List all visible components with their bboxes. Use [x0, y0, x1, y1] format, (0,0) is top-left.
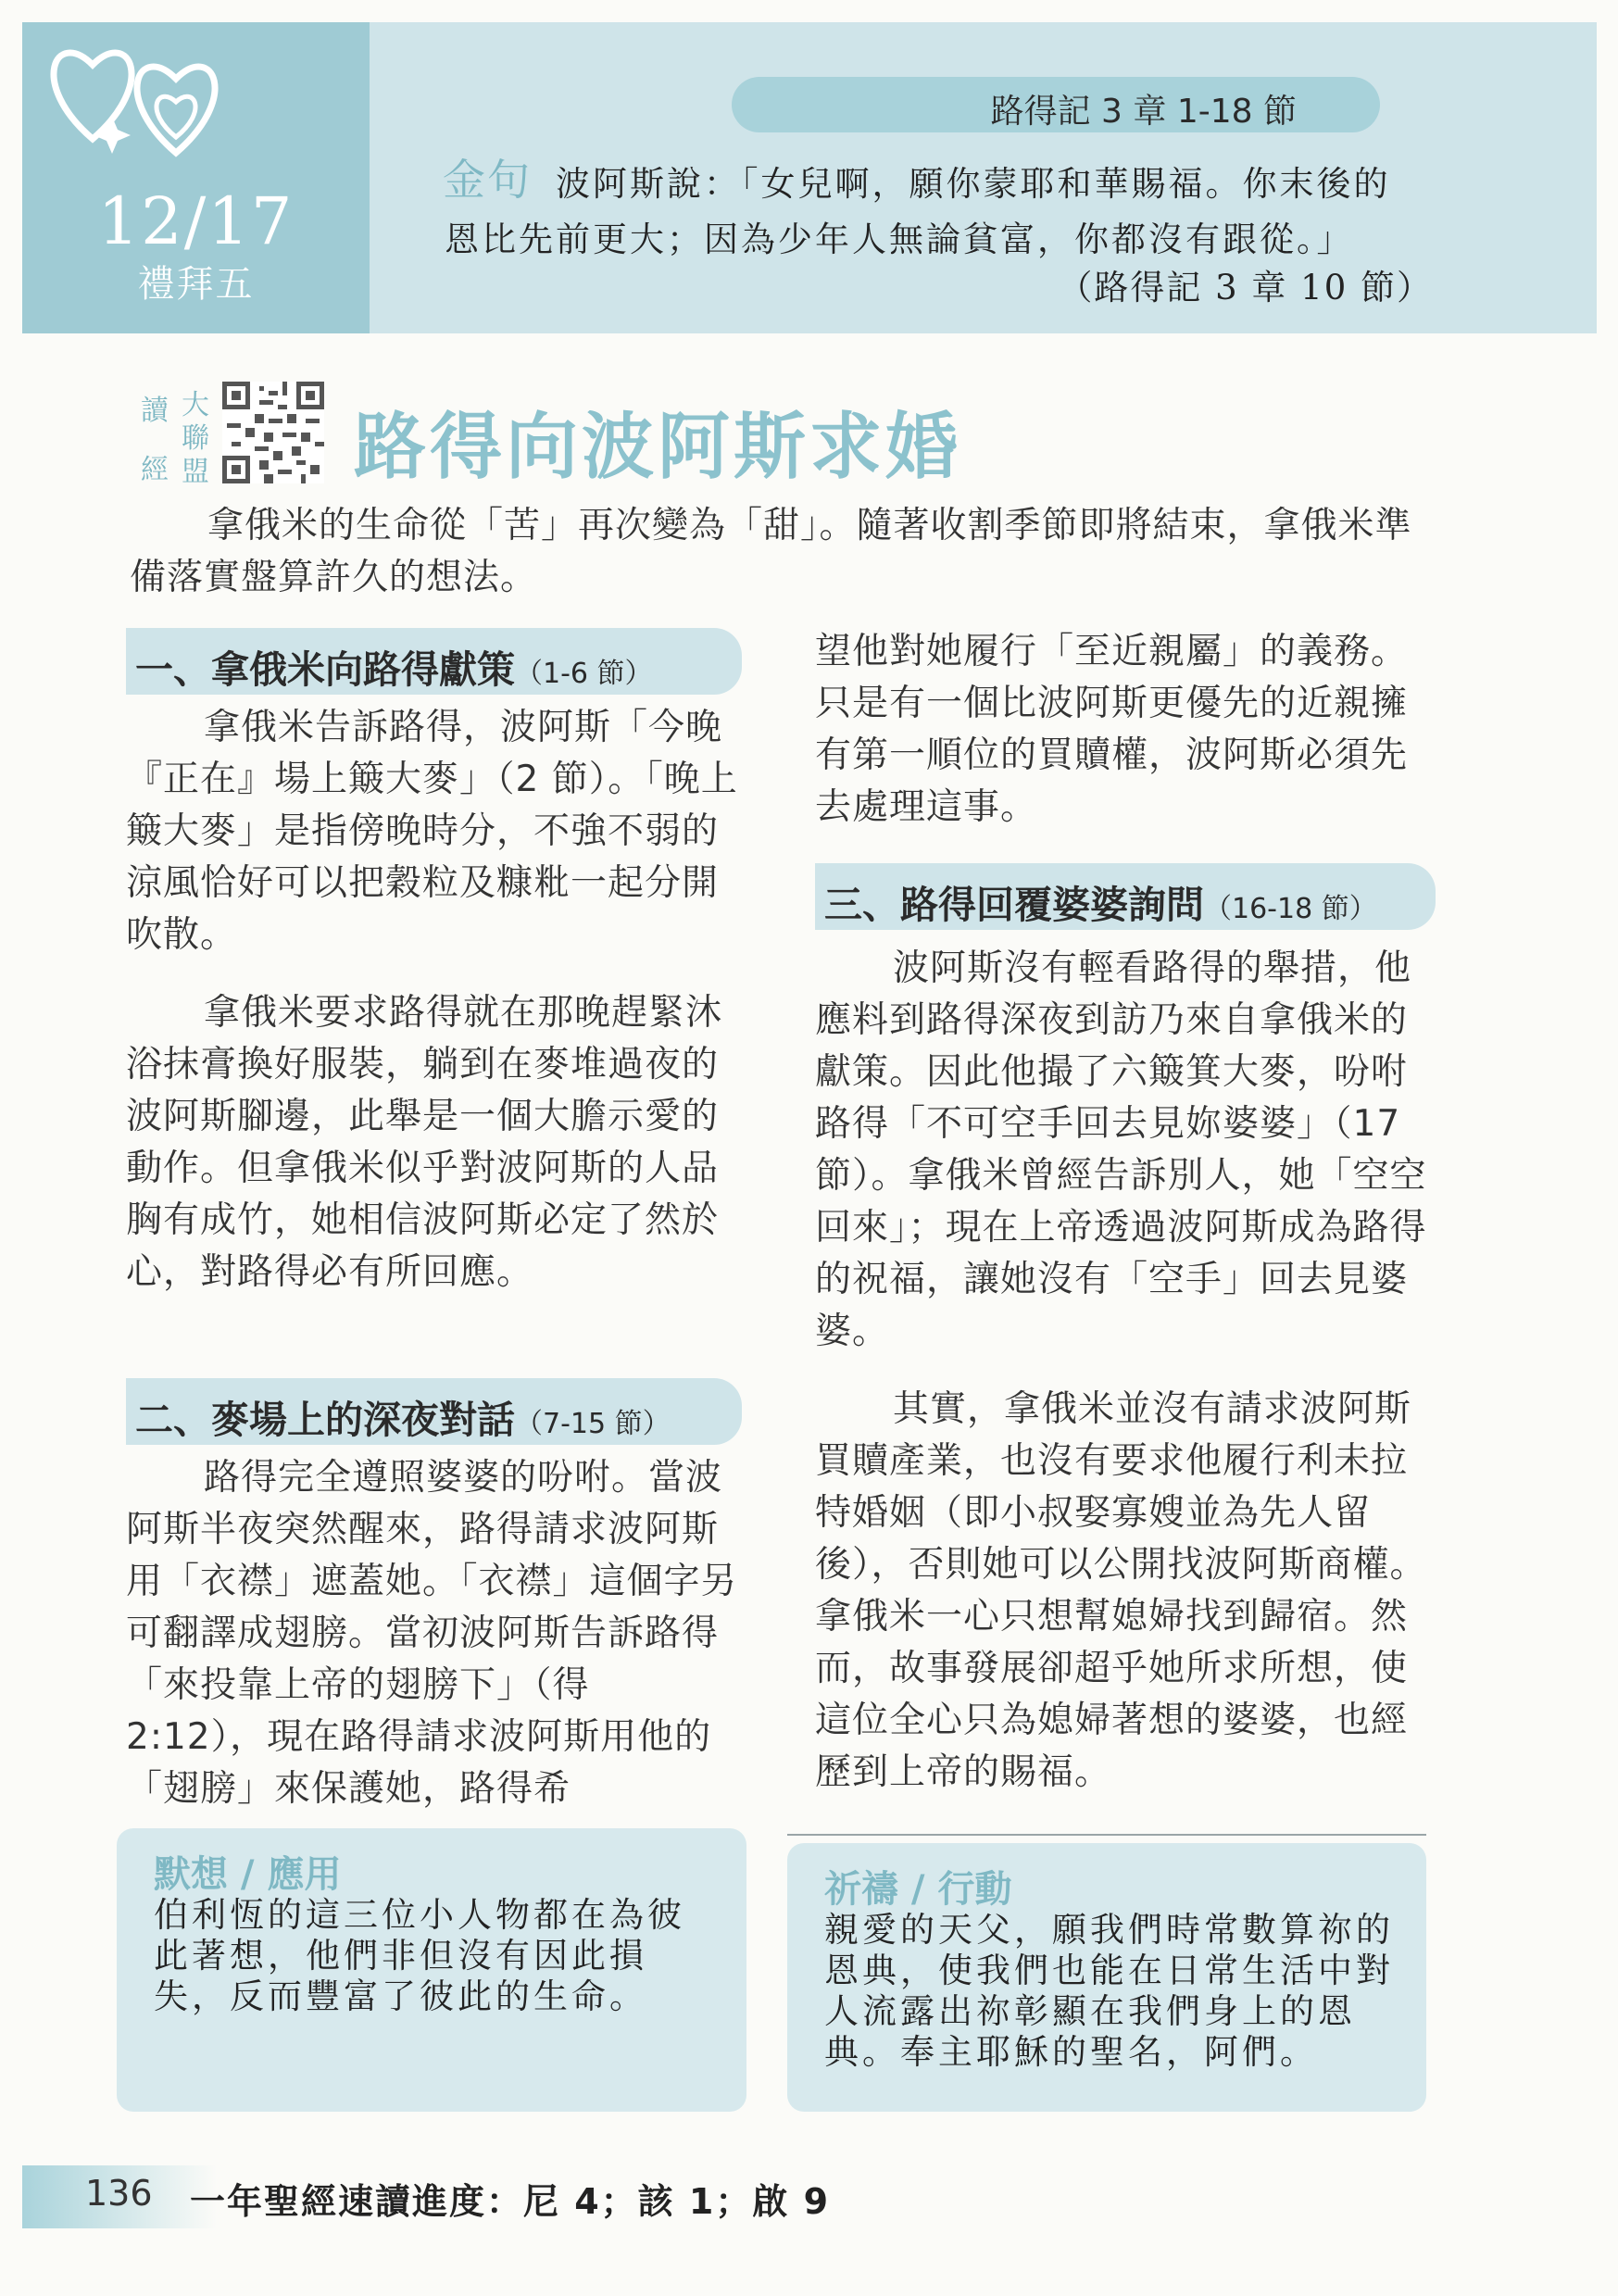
- section-verses: （7-15 節）: [515, 1408, 671, 1440]
- paragraph: 拿俄米告訴路得，波阿斯「今晚『正在』場上簸大麥」（2 節）。「晚上簸大麥」是指傍晚時分，不強不弱的涼風恰好可以把穀粒及糠粃一起分開吹散。: [126, 707, 738, 956]
- section-heading-2: [126, 1378, 742, 1445]
- badge-char: 讀: [141, 395, 169, 427]
- paragraph: 拿俄米要求路得就在那晚趕緊沐浴抹膏換好服裝，躺到在麥堆過夜的波阿斯腳邊，此舉是一個大膽示愛的動作。但拿俄米似乎對波阿斯的人品胸有成竹，她相信波阿斯必定了然於心，對路得必有所回應。: [126, 992, 723, 1293]
- verse-reference: （路得記 3 章 10 節）: [1058, 268, 1433, 307]
- section-2-body: [126, 1452, 742, 1815]
- paragraph: 望他對她履行「至近親屬」的義務。只是有一個比波阿斯更優先的近親擁有第一順位的買贖權，波阿斯必須先去處理這事。: [815, 631, 1409, 828]
- intro-paragraph: 拿俄米的生命從「苦」再次變為「甜」。隨著收割季節即將結束，拿俄米準備落實盤算許久的想法。: [130, 505, 1412, 598]
- page-title: 路得向波阿斯求婚: [354, 405, 962, 489]
- verse-label: 金句: [443, 155, 532, 205]
- reading-range: 路得記 3 章 1-18 節: [990, 93, 1297, 131]
- date: 12/17: [97, 183, 295, 259]
- reading-progress: 一年聖經速讀進度：尼 4；該 1；啟 9: [190, 2181, 831, 2222]
- section-heading-3: [815, 863, 1436, 930]
- prayer-text: 親愛的天父，願我們時常數算祢的恩典，使我們也能在日常生活中對人流露出祢彰顯在我們身上的恩典。奉主耶穌的聖名，阿們。: [824, 1910, 1394, 2072]
- prayer-title: 祈禱 / 行動: [824, 1868, 1012, 1911]
- badge-char: 大: [182, 389, 209, 421]
- paragraph: 其實，拿俄米並沒有請求波阿斯買贖產業，也沒有要求他履行利未拉特婚姻（即小叔娶寡嫂並為先人留後），否則她可以公開找波阿斯商權。拿俄米一心只想幫媳婦找到歸宿。然而，故事發展卻超乎她所求所想，使這位全心只為媳婦著想的婆婆，也經歷到上帝的賜福。: [815, 1388, 1427, 1793]
- section-verses: （16-18 節）: [1204, 893, 1377, 925]
- section-title: 二、麥場上的深夜對話: [135, 1398, 515, 1442]
- meditation-text: 伯利恆的這三位小人物都在為彼此著想，他們非但沒有因此損失，反而豐富了彼此的生命。: [154, 1895, 685, 2016]
- section-3-body: [815, 943, 1436, 1799]
- section-title: 三、路得回覆婆婆詢問: [824, 883, 1204, 927]
- meditation-title: 默想 / 應用: [154, 1853, 342, 1896]
- section-2-continuation: [815, 626, 1436, 834]
- reading-league-badge: [139, 380, 222, 491]
- hearts-icon: [37, 28, 296, 176]
- meditation-box: [117, 1828, 746, 2112]
- divider: [787, 1834, 1426, 1836]
- reading-range-badge: [732, 77, 1380, 132]
- prayer-box: [787, 1843, 1426, 2112]
- badge-char: 盟: [182, 456, 209, 488]
- badge-char: 經: [141, 454, 169, 486]
- verse-line-1: 波阿斯說：「女兒啊，願你蒙耶和華賜福。你末後的: [556, 164, 1391, 204]
- paragraph: 路得完全遵照婆婆的吩咐。當波阿斯半夜突然醒來，路得請求波阿斯用「衣襟」遮蓋她。「衣襟」這個字另可翻譯成翅膀。當初波阿斯告訴路得「來投靠上帝的翅膀下」（得 2:12），現在路得請求波阿斯用他的「翅膀」來保護她，路得希: [126, 1457, 738, 1810]
- page-number: 136: [85, 2173, 153, 2214]
- paragraph: 波阿斯沒有輕看路得的舉措，他應料到路得深夜到訪乃來自拿俄米的獻策。因此他撮了六簸箕大麥，吩咐路得「不可空手回去見妳婆婆」（17 節）。拿俄米曾經告訴別人，她「空空回來」；現在上帝透過波阿斯成為路得的祝福，讓她沒有「空手」回去見婆婆。: [815, 947, 1427, 1352]
- weekday: 禮拜五: [137, 263, 255, 306]
- verse-line-2: 恩比先前更大；因為少年人無論貧富，你都沒有跟從。」: [445, 220, 1354, 259]
- section-title: 一、拿俄米向路得獻策: [135, 647, 515, 692]
- qr-code-icon[interactable]: [222, 382, 324, 483]
- badge-char: 聯: [182, 422, 209, 455]
- section-heading-1: [126, 628, 742, 695]
- section-1-body: [126, 702, 742, 1299]
- section-verses: （1-6 節）: [515, 658, 653, 690]
